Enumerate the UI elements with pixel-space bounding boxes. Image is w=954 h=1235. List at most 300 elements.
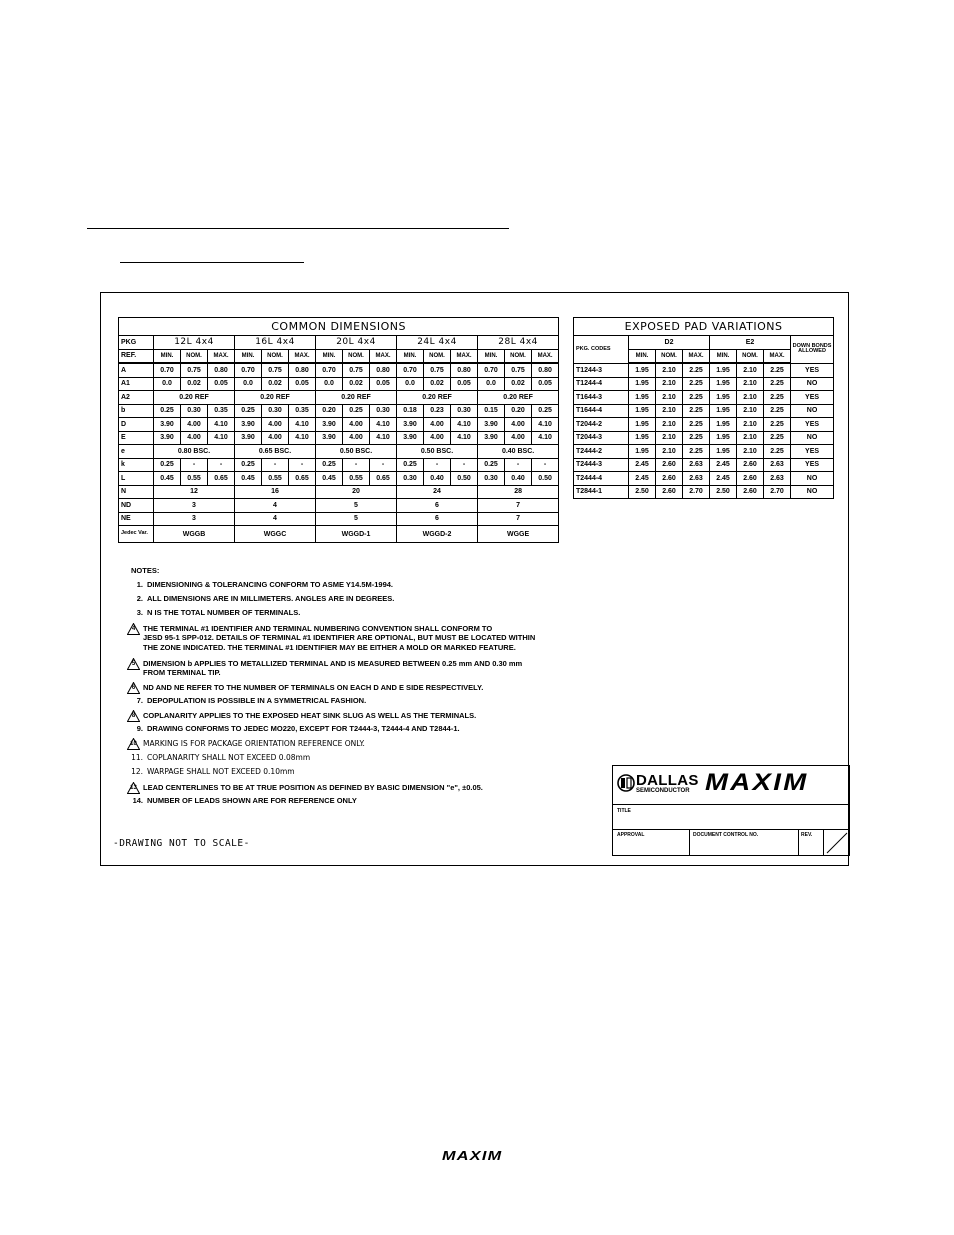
table-cell: 24 <box>397 485 478 499</box>
row-label: L <box>119 472 154 486</box>
table-cell: 0.05 <box>451 377 478 391</box>
table-row <box>119 445 559 459</box>
table-cell: 7 <box>478 512 559 526</box>
note-item: FROM TERMINAL TIP. <box>143 668 221 677</box>
pkg-code-cell: T2444-2 <box>574 445 629 459</box>
table-cell: 0.05 <box>532 377 559 391</box>
table-cell: 2.10 <box>656 418 683 432</box>
table-cell: 6 <box>397 512 478 526</box>
package-header: 16L 4x4 <box>235 336 316 350</box>
triangle-flag-icon: 13 <box>127 782 140 794</box>
table-cell: 4.10 <box>370 431 397 445</box>
subheader-cell: NOM. <box>505 349 532 363</box>
row-label: ND <box>119 499 154 513</box>
row-label: k <box>119 458 154 472</box>
table-cell: 1.95 <box>710 391 737 405</box>
table-cell: 6 <box>397 499 478 513</box>
table-cell: 4.10 <box>208 418 235 432</box>
table-cell: 2.50 <box>710 485 737 499</box>
pkg-code-cell: T2844-1 <box>574 485 629 499</box>
table-row <box>574 445 834 459</box>
table-cell: 2.25 <box>764 377 791 391</box>
table-cell: 28 <box>478 485 559 499</box>
table-cell: 4.00 <box>181 431 208 445</box>
table-cell: 2.10 <box>656 431 683 445</box>
table-cell: 4.00 <box>262 418 289 432</box>
table-cell: 4.00 <box>424 431 451 445</box>
down-bonds-header: DOWN BONDS ALLOWED <box>791 336 834 364</box>
table-row <box>119 391 559 405</box>
table-cell: 0.25 <box>532 404 559 418</box>
table-cell: 0.30 <box>451 404 478 418</box>
table-cell: 0.70 <box>154 363 181 377</box>
package-header: 28L 4x4 <box>478 336 559 350</box>
table-cell: 4.10 <box>532 418 559 432</box>
subheader-cell: MAX. <box>764 349 791 363</box>
pkg-code-cell: T2444-3 <box>574 458 629 472</box>
table-row <box>574 431 834 445</box>
table-cell: YES <box>791 391 834 405</box>
triangle-flag-icon: 8 <box>127 710 140 722</box>
table-cell: 2.10 <box>737 363 764 377</box>
table-cell: YES <box>791 458 834 472</box>
table-cell: 3.90 <box>478 418 505 432</box>
table-cell: 0.25 <box>478 458 505 472</box>
table-cell: 12 <box>154 485 235 499</box>
table-cell: 2.63 <box>764 458 791 472</box>
table-cell: 1.95 <box>629 377 656 391</box>
table-cell: NO <box>791 485 834 499</box>
table-cell: 0.70 <box>316 363 343 377</box>
table-cell: 2.10 <box>656 391 683 405</box>
pkg-code-cell: T2044-2 <box>574 418 629 432</box>
table-cell: 0.25 <box>343 404 370 418</box>
table-cell: 2.25 <box>764 445 791 459</box>
subheader-cell: MAX. <box>370 349 397 363</box>
table-row <box>574 458 834 472</box>
table-cell: 0.75 <box>343 363 370 377</box>
table-cell: 2.25 <box>683 431 710 445</box>
heading-rule <box>87 228 509 229</box>
exposed-pad-title: EXPOSED PAD VARIATIONS <box>574 318 834 336</box>
subheader-cell: MIN. <box>316 349 343 363</box>
table-row <box>119 499 559 513</box>
table-cell: 0.65 <box>208 472 235 486</box>
pkg-code-cell: T2444-4 <box>574 472 629 486</box>
table-cell: YES <box>791 418 834 432</box>
table-cell: - <box>505 458 532 472</box>
table-row <box>119 512 559 526</box>
table-cell: 3.90 <box>397 431 424 445</box>
table-cell: 3.90 <box>316 418 343 432</box>
note-item: 7. DEPOPULATION IS POSSIBLE IN A SYMMETRICAL FASHION. <box>136 696 367 705</box>
table-cell: - <box>208 458 235 472</box>
table-cell: 2.63 <box>764 472 791 486</box>
subheader-cell: MIN. <box>629 349 656 363</box>
table-cell: - <box>262 458 289 472</box>
table-cell: 2.10 <box>737 377 764 391</box>
row-label: D <box>119 418 154 432</box>
table-row <box>119 404 559 418</box>
table-cell: 3.90 <box>316 431 343 445</box>
subheader-cell: MIN. <box>397 349 424 363</box>
table-cell: 2.60 <box>737 485 764 499</box>
subheader-cell: MIN. <box>154 349 181 363</box>
table-cell: 0.75 <box>424 363 451 377</box>
notes-heading: NOTES: <box>131 566 160 575</box>
table-cell: 2.10 <box>737 404 764 418</box>
table-cell: 0.50 BSC. <box>316 445 397 459</box>
table-cell: 5 <box>316 499 397 513</box>
table-cell: 0.50 BSC. <box>397 445 478 459</box>
table-row <box>119 363 559 377</box>
table-cell: 4 <box>235 499 316 513</box>
table-cell: 0.25 <box>397 458 424 472</box>
table-cell: 1.95 <box>710 363 737 377</box>
subheader-cell: MAX. <box>208 349 235 363</box>
note-item: 8 COPLANARITY APPLIES TO THE EXPOSED HEAT SINK SLUG AS WELL AS THE TERMINALS. <box>127 710 476 722</box>
package-header: 24L 4x4 <box>397 336 478 350</box>
table-cell: - <box>343 458 370 472</box>
table-cell: 0.20 REF <box>235 391 316 405</box>
semiconductor-wordmark: SEMICONDUCTOR <box>636 788 690 794</box>
table-cell: 1.95 <box>629 431 656 445</box>
table-cell: 0.02 <box>262 377 289 391</box>
table-cell: 7 <box>478 499 559 513</box>
note-item: 14. NUMBER OF LEADS SHOWN ARE FOR REFERENCE ONLY <box>132 796 357 805</box>
table-cell: 4.10 <box>370 418 397 432</box>
row-label: N <box>119 485 154 499</box>
table-cell: 1.95 <box>710 445 737 459</box>
table-cell: 0.30 <box>262 404 289 418</box>
subheader-cell: NOM. <box>343 349 370 363</box>
pkg-code-cell: T1244-3 <box>574 363 629 377</box>
table-cell: NO <box>791 404 834 418</box>
note-item: 10 MARKING IS FOR PACKAGE ORIENTATION REFERENCE ONLY. <box>127 738 365 750</box>
table-cell: 0.40 <box>424 472 451 486</box>
table-row <box>119 458 559 472</box>
table-cell: - <box>181 458 208 472</box>
table-cell: 0.45 <box>235 472 262 486</box>
table-cell: 4.10 <box>451 431 478 445</box>
table-cell: WGGE <box>478 526 559 543</box>
table-cell: 0.02 <box>343 377 370 391</box>
table-cell: 2.60 <box>737 472 764 486</box>
row-label: b <box>119 404 154 418</box>
table-cell: 4.00 <box>181 418 208 432</box>
approval-label: APPROVAL <box>617 832 645 838</box>
table-cell: 2.10 <box>737 418 764 432</box>
note-item: 9. DRAWING CONFORMS TO JEDEC MO220, EXCEPT FOR T2444-3, T2444-4 AND T2844-1. <box>136 724 460 733</box>
table-cell: 4.00 <box>424 418 451 432</box>
table-cell: 2.25 <box>683 377 710 391</box>
table-cell: 0.75 <box>181 363 208 377</box>
table-cell: 2.70 <box>764 485 791 499</box>
note-item: 4 THE TERMINAL #1 IDENTIFIER AND TERMINAL NUMBERING CONVENTION SHALL CONFORM TO <box>127 623 492 635</box>
table-cell: 2.10 <box>737 445 764 459</box>
table-cell: 2.10 <box>656 445 683 459</box>
subheader-cell: MIN. <box>478 349 505 363</box>
table-cell: 2.70 <box>683 485 710 499</box>
table-row <box>119 418 559 432</box>
table-cell: 4.00 <box>343 431 370 445</box>
table-cell: 1.95 <box>629 418 656 432</box>
table-cell: 0.75 <box>262 363 289 377</box>
table-cell: 0.65 BSC. <box>235 445 316 459</box>
row-label: e <box>119 445 154 459</box>
table-cell: 0.35 <box>208 404 235 418</box>
table-cell: 4.00 <box>505 431 532 445</box>
table-cell: 0.70 <box>478 363 505 377</box>
table-cell: 3 <box>154 512 235 526</box>
row-label: Jedec Var. <box>119 526 154 543</box>
table-row <box>574 404 834 418</box>
dallas-wordmark: DALLAS <box>636 772 699 789</box>
table-cell: 0.20 REF <box>154 391 235 405</box>
table-row <box>119 431 559 445</box>
table-cell: 0.0 <box>397 377 424 391</box>
note-item: 6 ND AND NE REFER TO THE NUMBER OF TERMINALS ON EACH D AND E SIDE RESPECTIVELY. <box>127 682 483 694</box>
table-cell: 0.65 <box>289 472 316 486</box>
table-cell: 0.30 <box>397 472 424 486</box>
table-cell: 2.25 <box>764 363 791 377</box>
table-cell: 4.10 <box>532 431 559 445</box>
table-cell: 0.05 <box>370 377 397 391</box>
table-cell: 0.02 <box>505 377 532 391</box>
table-cell: 0.20 REF <box>316 391 397 405</box>
table-cell: 2.45 <box>629 458 656 472</box>
table-cell: WGGB <box>154 526 235 543</box>
table-row <box>574 418 834 432</box>
table-row <box>574 472 834 486</box>
subheader-cell: MIN. <box>710 349 737 363</box>
table-cell: 0.0 <box>316 377 343 391</box>
table-row <box>574 391 834 405</box>
table-cell: 0.55 <box>343 472 370 486</box>
table-cell: 2.10 <box>737 431 764 445</box>
table-cell: 2.25 <box>683 445 710 459</box>
table-cell: 4.00 <box>262 431 289 445</box>
table-cell: 4.00 <box>505 418 532 432</box>
table-cell: 0.20 REF <box>397 391 478 405</box>
row-label: A <box>119 363 154 377</box>
table-cell: 0.0 <box>235 377 262 391</box>
package-header: 12L 4x4 <box>154 336 235 350</box>
rev-label: REV. <box>801 832 813 838</box>
table-cell: WGGC <box>235 526 316 543</box>
table-cell: 2.10 <box>656 404 683 418</box>
maxim-wordmark: MAXIM <box>705 769 809 796</box>
table-cell: NO <box>791 472 834 486</box>
table-cell: 0.25 <box>154 404 181 418</box>
table-cell: 0.02 <box>424 377 451 391</box>
table-cell: 0.05 <box>289 377 316 391</box>
table-cell: 1.95 <box>710 431 737 445</box>
table-cell: 4.10 <box>451 418 478 432</box>
table-cell: 0.50 <box>451 472 478 486</box>
table-cell: 3.90 <box>478 431 505 445</box>
note-item: 5 DIMENSION b APPLIES TO METALLIZED TERMINAL AND IS MEASURED BETWEEN 0.25 mm AND 0.30 mm <box>127 658 522 670</box>
table-cell: 0.15 <box>478 404 505 418</box>
row-label: NE <box>119 512 154 526</box>
triangle-flag-icon: 4 <box>127 623 140 635</box>
table-row <box>119 485 559 499</box>
table-cell: 0.30 <box>181 404 208 418</box>
table-cell: 0.25 <box>235 458 262 472</box>
table-cell: 1.95 <box>629 391 656 405</box>
table-cell: 20 <box>316 485 397 499</box>
table-cell: 2.50 <box>629 485 656 499</box>
table-cell: WGGD-1 <box>316 526 397 543</box>
table-cell: 2.10 <box>656 377 683 391</box>
pkg-code-cell: T1644-4 <box>574 404 629 418</box>
pkg-code-cell: T2044-3 <box>574 431 629 445</box>
table-cell: 1.95 <box>629 445 656 459</box>
table-cell: 0.0 <box>154 377 181 391</box>
e2-header: E2 <box>710 336 791 350</box>
table-cell: 0.70 <box>397 363 424 377</box>
subheader-cell: NOM. <box>424 349 451 363</box>
pkg-codes-label: PKG. CODES <box>574 336 629 364</box>
table-cell: - <box>532 458 559 472</box>
table-cell: 2.63 <box>683 458 710 472</box>
row-label: E <box>119 431 154 445</box>
table-cell: 2.10 <box>737 391 764 405</box>
note-item: 11. COPLANARITY SHALL NOT EXCEED 0.08mm <box>131 753 311 762</box>
table-cell: 0.25 <box>316 458 343 472</box>
table-cell: 0.70 <box>235 363 262 377</box>
table-cell: 2.25 <box>764 391 791 405</box>
table-cell: 0.30 <box>370 404 397 418</box>
pkg-label: PKG <box>119 336 154 350</box>
title-block <box>612 765 850 856</box>
table-cell: 4.10 <box>289 431 316 445</box>
document-control-label: DOCUMENT CONTROL NO. <box>693 832 759 838</box>
table-cell: YES <box>791 363 834 377</box>
rev-slash-icon <box>825 831 849 855</box>
subheader-cell: MAX. <box>289 349 316 363</box>
subheader-cell: NOM. <box>737 349 764 363</box>
subheader-cell: MAX. <box>683 349 710 363</box>
table-cell: 3.90 <box>154 431 181 445</box>
table-cell: 2.60 <box>656 472 683 486</box>
table-cell: 0.80 <box>208 363 235 377</box>
table-cell: 0.80 <box>532 363 559 377</box>
table-cell: 0.55 <box>181 472 208 486</box>
table-cell: 1.95 <box>629 404 656 418</box>
triangle-flag-icon: 5 <box>127 658 140 670</box>
table-cell: 2.25 <box>764 418 791 432</box>
table-cell: 1.95 <box>629 363 656 377</box>
table-cell: 5 <box>316 512 397 526</box>
table-cell: 2.25 <box>764 404 791 418</box>
table-cell: - <box>370 458 397 472</box>
scale-note: -DRAWING NOT TO SCALE- <box>113 838 250 849</box>
exposed-pad-variations-table <box>573 317 834 499</box>
triangle-flag-icon: 6 <box>127 682 140 694</box>
row-label: A1 <box>119 377 154 391</box>
note-item: 12. WARPAGE SHALL NOT EXCEED 0.10mm <box>131 767 295 776</box>
table-row <box>119 377 559 391</box>
row-label: A2 <box>119 391 154 405</box>
table-cell: 2.45 <box>710 472 737 486</box>
table-cell: 0.20 <box>505 404 532 418</box>
table-cell: NO <box>791 431 834 445</box>
table-cell: 3.90 <box>235 418 262 432</box>
table-cell: 0.25 <box>235 404 262 418</box>
table-cell: - <box>451 458 478 472</box>
subheader-cell: MIN. <box>235 349 262 363</box>
common-dimensions-table <box>118 317 559 543</box>
table-cell: 1.95 <box>710 404 737 418</box>
table-cell: 4.10 <box>208 431 235 445</box>
table-cell: 3.90 <box>154 418 181 432</box>
table-cell: - <box>289 458 316 472</box>
triangle-flag-icon: 10 <box>127 738 140 750</box>
table-cell: 0.80 BSC. <box>154 445 235 459</box>
table-row <box>574 377 834 391</box>
note-item: 2. ALL DIMENSIONS ARE IN MILLIMETERS. ANGLES ARE IN DEGREES. <box>136 594 395 603</box>
table-cell: 0.65 <box>370 472 397 486</box>
subheader-cell: MAX. <box>451 349 478 363</box>
table-cell: 0.80 <box>451 363 478 377</box>
table-cell: 0.02 <box>181 377 208 391</box>
table-cell: 0.20 REF <box>478 391 559 405</box>
table-cell: 0.55 <box>262 472 289 486</box>
table-cell: 1.95 <box>710 377 737 391</box>
table-row <box>119 472 559 486</box>
table-cell: 0.25 <box>154 458 181 472</box>
note-item: 3. N IS THE TOTAL NUMBER OF TERMINALS. <box>136 608 301 617</box>
dallas-logo-icon <box>617 774 635 792</box>
table-cell: 2.25 <box>683 404 710 418</box>
table-cell: 3 <box>154 499 235 513</box>
table-cell: 0.50 <box>532 472 559 486</box>
table-cell: YES <box>791 445 834 459</box>
table-cell: 2.25 <box>683 391 710 405</box>
table-cell: 2.60 <box>656 458 683 472</box>
table-cell: 3.90 <box>235 431 262 445</box>
table-cell: 2.45 <box>629 472 656 486</box>
common-dimensions-title: COMMON DIMENSIONS <box>119 318 559 336</box>
note-item: THE ZONE INDICATED. THE TERMINAL #1 IDENTIFIER MAY BE EITHER A MOLD OR MARKED FEATURE. <box>143 643 516 652</box>
table-cell: 2.63 <box>683 472 710 486</box>
table-cell: 0.30 <box>478 472 505 486</box>
table-cell: 2.25 <box>683 418 710 432</box>
table-cell: 0.20 <box>316 404 343 418</box>
table-row <box>119 526 559 543</box>
table-cell: 16 <box>235 485 316 499</box>
table-cell: 0.80 <box>370 363 397 377</box>
table-cell: 0.0 <box>478 377 505 391</box>
table-cell: 2.25 <box>764 431 791 445</box>
table-cell: 0.75 <box>505 363 532 377</box>
note-item: JESD 95-1 SPP-012. DETAILS OF TERMINAL #1 IDENTIFIER ARE OPTIONAL, BUT MUST BE LOCATED WITHIN <box>143 633 536 642</box>
table-row <box>574 363 834 377</box>
table-cell: NO <box>791 377 834 391</box>
title-label: TITLE <box>617 808 631 814</box>
footer-maxim-logo: MAXIM <box>442 1148 503 1163</box>
table-cell: 0.45 <box>154 472 181 486</box>
table-cell: 0.18 <box>397 404 424 418</box>
table-cell: 2.10 <box>656 363 683 377</box>
table-row <box>574 485 834 499</box>
table-cell: 0.45 <box>316 472 343 486</box>
d2-header: D2 <box>629 336 710 350</box>
ref-label: REF. <box>119 349 154 363</box>
table-cell: 2.60 <box>737 458 764 472</box>
note-item: 13 LEAD CENTERLINES TO BE AT TRUE POSITION AS DEFINED BY BASIC DIMENSION "e", ±0.05. <box>127 782 483 794</box>
